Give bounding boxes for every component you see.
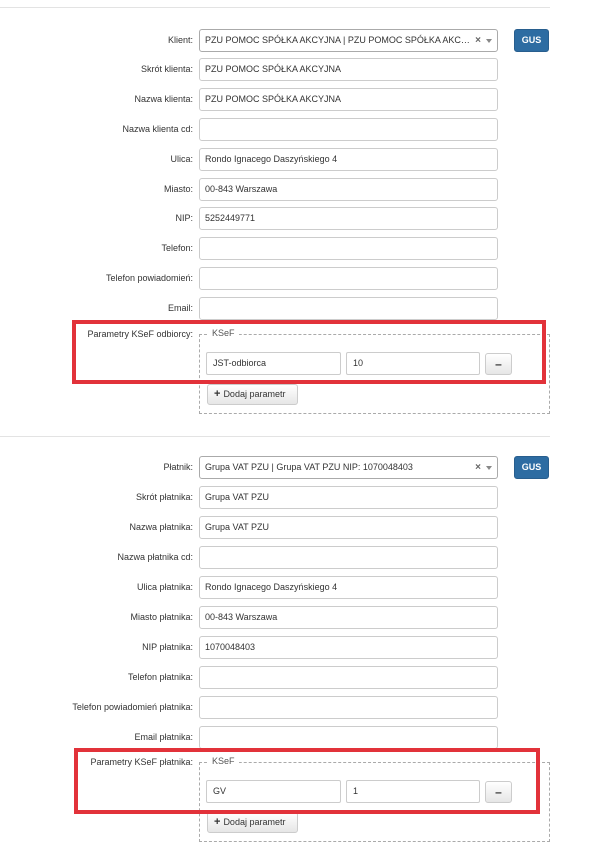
client-name-input[interactable]: PZU POMOC SPÓŁKA AKCYJNA (199, 88, 498, 111)
chevron-down-icon[interactable] (486, 466, 492, 470)
add-param-label: Dodaj parametr (223, 389, 286, 399)
notification-phone-input[interactable] (199, 267, 498, 290)
ksef-payer-label: Parametry KSeF płatnika: (90, 757, 193, 767)
email-label: Email: (167, 303, 193, 313)
payer-phone-label: Telefon płatnika: (127, 672, 193, 682)
highlight-box (74, 748, 540, 814)
highlight-box (72, 320, 546, 384)
payer-city-input[interactable]: 00-843 Warszawa (199, 606, 498, 629)
nip-input[interactable]: 5252449771 (199, 207, 498, 230)
clear-selection-icon[interactable]: × (475, 35, 481, 46)
section-divider (0, 436, 550, 437)
payer-email-input[interactable] (199, 726, 498, 749)
payer-notification-phone-label: Telefon powiadomień płatnika: (72, 702, 193, 712)
ksef-recipient-param-value-input[interactable]: 10 (346, 352, 480, 375)
payer-name-input[interactable]: Grupa VAT PZU (199, 516, 498, 539)
ksef-payer-param-name-input[interactable]: GV (206, 780, 341, 803)
client-short-name-input[interactable]: PZU POMOC SPÓŁKA AKCYJNA (199, 58, 498, 81)
client-label: Klient: (167, 35, 193, 45)
payer-name-cont-input[interactable] (199, 546, 498, 569)
section-divider-top (0, 7, 550, 8)
client-name-cont-input[interactable] (199, 118, 498, 141)
ksef-payer-legend: KSeF (208, 756, 239, 766)
payer-name-cont-label: Nazwa płatnika cd: (117, 552, 193, 562)
payer-city-label: Miasto płatnika: (130, 612, 193, 622)
phone-input[interactable] (199, 237, 498, 260)
payer-phone-input[interactable] (199, 666, 498, 689)
client-name-cont-label: Nazwa klienta cd: (122, 124, 193, 134)
notification-phone-label: Telefon powiadomień: (105, 273, 193, 283)
street-label: Ulica: (170, 154, 193, 164)
street-input[interactable]: Rondo Ignacego Daszyńskiego 4 (199, 148, 498, 171)
plus-icon: + (214, 388, 221, 400)
payer-short-name-input[interactable]: Grupa VAT PZU (199, 486, 498, 509)
email-input[interactable] (199, 297, 498, 320)
plus-icon: + (214, 816, 221, 828)
gus-lookup-button[interactable]: GUS (514, 456, 549, 479)
ksef-recipient-label: Parametry KSeF odbiorcy: (87, 329, 193, 339)
client-short-name-label: Skrót klienta: (140, 64, 193, 74)
client-select[interactable] (199, 29, 498, 52)
payer-street-label: Ulica płatnika: (136, 582, 193, 592)
phone-label: Telefon: (161, 243, 193, 253)
ksef-payer-param-value-input[interactable]: 1 (346, 780, 480, 803)
city-input[interactable]: 00-843 Warszawa (199, 178, 498, 201)
payer-label: Płatnik: (163, 462, 193, 472)
city-label: Miasto: (163, 184, 193, 194)
payer-nip-label: NIP płatnika: (142, 642, 193, 652)
add-param-label: Dodaj parametr (223, 817, 286, 827)
remove-param-button[interactable]: – (485, 353, 512, 375)
payer-street-input[interactable]: Rondo Ignacego Daszyńskiego 4 (199, 576, 498, 599)
nip-label: NIP: (175, 213, 193, 223)
ksef-recipient-legend: KSeF (208, 328, 239, 338)
add-param-button[interactable] (207, 812, 298, 833)
clear-selection-icon[interactable]: × (475, 462, 481, 473)
payer-short-name-label: Skrót płatnika: (135, 492, 193, 502)
payer-select-value: Grupa VAT PZU | Grupa VAT PZU NIP: 1070048403 (205, 462, 413, 472)
payer-notification-phone-input[interactable] (199, 696, 498, 719)
payer-email-label: Email płatnika: (134, 732, 193, 742)
chevron-down-icon[interactable] (486, 39, 492, 43)
payer-nip-input[interactable]: 1070048403 (199, 636, 498, 659)
gus-lookup-button[interactable]: GUS (514, 29, 549, 52)
client-select-value: PZU POMOC SPÓŁKA AKCYJNA | PZU POMOC SPÓŁKA AKCY... (205, 35, 473, 45)
ksef-recipient-param-name-input[interactable]: JST-odbiorca (206, 352, 341, 375)
client-name-label: Nazwa klienta: (134, 94, 193, 104)
payer-name-label: Nazwa płatnika: (129, 522, 193, 532)
payer-select[interactable] (199, 456, 498, 479)
add-param-button[interactable] (207, 384, 298, 405)
remove-param-button[interactable]: – (485, 781, 512, 803)
